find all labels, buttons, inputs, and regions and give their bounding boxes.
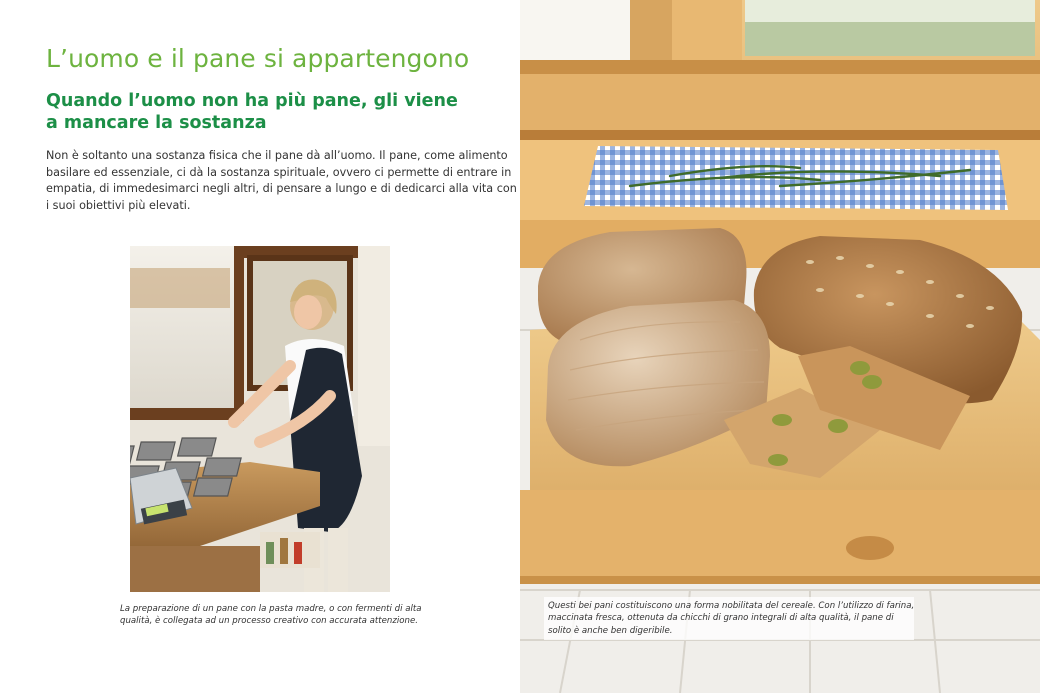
caption-line: qualità, è collegata ad un processo creativo con accurata attenzione. xyxy=(120,616,418,626)
body-line: i suoi obiettivi più elevati. xyxy=(46,198,191,212)
article-body xyxy=(46,148,517,214)
baker-photo-caption xyxy=(120,603,420,627)
caption-line: solito è anche ben digeribile. xyxy=(548,625,673,636)
baker-photo xyxy=(130,246,390,592)
body-line: Non è soltanto una sostanza fisica che il pane dà all’uomo. Il pane, come alimento xyxy=(46,149,508,162)
bread-photo xyxy=(520,0,1040,693)
caption-line: Questi bei pani costituiscono una forma nobilitata del cereale. Con l’utilizzo di farina, xyxy=(548,601,915,611)
body-line: empatia, di immedesimarci negli altri, di pensare a lungo e di dedicarci alla vita con xyxy=(46,182,517,196)
caption-line: maccinata fresca, ottenuta da chicchi di grano integrali di alta qualità, il pane di xyxy=(548,613,894,624)
article-title: L’uomo e il pane si appartengono xyxy=(46,44,470,73)
article-subtitle xyxy=(46,90,458,134)
body-line: basilare ed essenziale, ci dà la sostanza spirituale, ovvero ci permette di entrare in xyxy=(46,165,512,179)
subtitle-line: a mancare la sostanza xyxy=(46,113,267,133)
bread-photo-caption xyxy=(544,597,914,640)
subtitle-line: Quando l’uomo non ha più pane, gli viene xyxy=(46,91,458,111)
caption-line: La preparazione di un pane con la pasta madre, o con fermenti di alta xyxy=(120,604,422,614)
